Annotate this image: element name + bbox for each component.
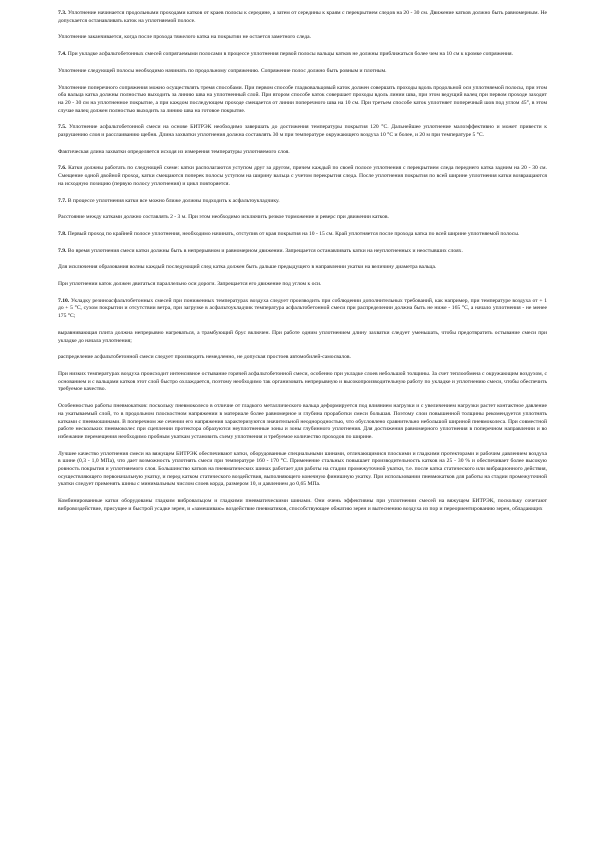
paragraph-text: Укладку резиноасфальтобетонных смесей при пониженных температурах воздуха следует производить при соблюдении дополнительных требований, как например, при температуре воздуха от + 1 до + 5 °С, сухом покрытии и отсутствии ветра, при загрузке в асфальтоукладчик температура асфальтобетонной смеси при распределении должна быть не ниже - 165 °С, а начало уплотнения - не менее 175 °С; [58, 297, 547, 320]
paragraph-text: выравнивающая плита должна непрерывно нагреваться, а трамбующий брус включен. При работе одним уплотнением длину захватки следует уменьшать, чтобы предотвратить остывание смеси при укладке до начала уплотнения; [58, 329, 547, 344]
paragraph-text: Расстояние между катками должно составлять 2 - 3 м. При этом необходимо исключить резкое торможение и реверс при движении катков. [58, 214, 389, 221]
paragraph [58, 149, 547, 157]
paragraph-text: Уплотнение начинается продольными проходами катков от краев полосы к середине, а затем от середины к краям с перекрытием следов на 20 - 30 см. Движение катков должно быть равномерным. Не допускается останавливать каток на уплотняемой полосе. [58, 10, 547, 24]
paragraph [58, 10, 547, 25]
section-number: 7.6. [58, 165, 67, 172]
paragraph-text: Уплотнение заканчивается, когда после прохода тяжелого катка на покрытии не остается заметного следа. [58, 34, 312, 41]
paragraph-text: Для исключения образования волны каждый последующий след катка должен быть дальше предыдущего в направлении укатки на величину диаметра вальца. [58, 264, 437, 271]
paragraph [58, 85, 547, 116]
section-number: 7.4. [58, 51, 67, 58]
paragraph [58, 51, 547, 59]
paragraph [58, 198, 547, 206]
section-number: 7.5. [58, 124, 67, 131]
paragraph-text: Фактическая длина захватки определяется исходя из измерения температуры уплотняемого слоя. [58, 148, 290, 155]
paragraph-text: Лучшее качество уплотнения смеси на вяжущем БИТРЭК обеспечивают катки, оборудованные специальными шинами, отличающимися плоскими и гладкими протекторами и рабочим давлением воздуха в шине (0,3 - 1,0 МПа), что дает возможность уплотнять смеси при температуре 160 - 170 °С. Применение стальных повышает производительность катков на 25 - 30 % и обеспечивает более высокую ровность покрытия и уплотняемого слоя. Большинство катков на пневматических шинах работает для работы на стадии промежуточной укатки, т.е. после катка статического или вибрационного действия, осуществляющего первоначальную укатку, и перед катком статического воздействия, выполняющего конечную финишную укатку. При использовании пневмокатков для работы на стадии промежуточной укатки следует применять шины с минимальным числом слоев корда, размером 10, и давлением до 0,65 МПа. [58, 450, 547, 488]
paragraph [58, 330, 547, 345]
paragraph-text: распределение асфальтобетонной смеси следует производить немедленно, не допуская простоев автомобилей-самосвалов. [58, 354, 351, 361]
paragraph-text: Уплотнение следующей полосы необходимо начинать по продольному сопряжению. Сопряжение полос должно быть ровным и плотным. [58, 67, 387, 74]
paragraph [58, 124, 547, 139]
paragraph-text: Особенностью работы пневмокатков: поскольку пневмоколесо в отличие от гладкого металлического вальца деформируется под влиянием нагрузки и с увеличением нагрузки растет контактное давление на укатываемый слой, то в продольном плоскостном напряжении в материале более равномерное и глубина проработки смеси большая. Поэтому слои повышенной толщины рекомендуется уплотнять катками с пневмошинами. В поперечном же сечении его напряжения характеризуются значительной неоднородностью, что обусловлено сравнительно небольшой шириной пневмоколеса. При совместной работе нескольких пневмоколес при сцеплении протектора образуются неуплотненные зоны и зоны глубинного уплотнения. Для достижения равномерного уплотнения в поперечном направлении и во избежание перемещения необходимо пробным укаткам установить схему уплотнения и требуемое количество проходов по ширине. [58, 403, 547, 440]
paragraph-text: При низких температурах воздуха происходит интенсивное остывание горячей асфальтобетонной смеси, особенно при укладке слоев небольшой толщины. За счет теплообмена с окружающим воздухом, с основанием и с вальцами катков этот слой быстро охлаждается, поэтому необходимо так организовать непрерывную и высокопроизводительную работу по укладке и уплотнению смеси, чтобы обеспечить требуемое качество. [58, 370, 547, 393]
paragraph-text: При укладке асфальтобетонных смесей сопрягаемыми полосами в процессе уплотнения первой полосы вальцы катков не должны приближаться более чем на 10 см к кромке сопряжения. [67, 51, 513, 58]
paragraph [58, 34, 547, 42]
paragraph [58, 248, 547, 256]
paragraph [58, 354, 547, 362]
section-number: 7.8. [58, 230, 67, 237]
section-number: 7.10. [58, 297, 70, 304]
paragraph [58, 165, 547, 188]
paragraph-text: В процессе уплотнения катки все можно ближе должны подходить к асфальтоукладчику. [67, 197, 280, 204]
paragraph [58, 498, 547, 513]
paragraph [58, 231, 547, 239]
paragraph-text: Во время уплотнения смеси катки должны быть в непрерывном и равномерном движении. Запрещается останавливать катки на неуплотненных и неостывших слоях. [67, 247, 463, 254]
paragraph-text: Катки должны работать по следующей схеме: катки располагаются уступом друг за другом, причем каждый по своей полосе уплотнения с перекрытием следа переднего катка задним на 20 - 30 см. Смещение одной двойной проход, катки смещаются поперек полосы уступом на ширину вальца с учетом перекрытия следа. После уплотнения покрытия по всей ширине уплотнения катки возвращаются на исходную позицию (первую полосу уплотнения) и цикл повторяется. [58, 165, 547, 187]
paragraph [58, 281, 547, 289]
section-number: 7.9. [58, 247, 67, 254]
paragraph-text: При уплотнении каток должен двигаться параллельно оси дороги. Запрещается его движение под углом к оси. [58, 281, 322, 288]
section-number: 7.7. [58, 197, 67, 204]
paragraph-text: Уплотнение поперечного сопряжения можно осуществлять тремя способами. При первом способе гладковальцовый каток должен совершать проходы вдоль продольной оси уплотняемой полосы, при этом оба вальца катка должны полностью выходить за линию шва на уплотненный слой. При втором способе каток совершает проходы вдоль линии шва, при этом ведущий валец при первом проходе заходит на 20 - 30 см на уплотненное покрытие, а при каждом последующем проходе смещается от линии поперечного шва на 10 см. При третьем способе каток уплотняет поперечный шов под углом 45°, в этом случае валец должен полностью выходить за линию шва на готовое покрытие. [58, 84, 547, 114]
paragraph [58, 214, 547, 222]
paragraph [58, 298, 547, 321]
paragraph [58, 403, 547, 442]
paragraph [58, 264, 547, 272]
paragraph [58, 68, 547, 76]
paragraph-text: Уплотнение асфальтобетонной смеси на основе БИТРЭК необходимо завершать до достижения температуры покрытия 120 °С. Дальнейшее уплотнение малоэффективно и может привести к разрушению слоя и расслаиванию щебня. Длина захватки уплотнения должна составлять 30 м при температуре окружающего воздуха 10 °С и более, и 20 м при температуре 5 °С. [58, 124, 548, 139]
paragraph-text: Первый проход по крайней полосе уплотнения, необходимо начинать, отступив от края покрытия на 10 - 15 см. Край уплотняется после прохода катка по всей ширине уплотняемой полосы. [67, 230, 520, 237]
paragraph [58, 371, 547, 394]
paragraph [58, 451, 547, 490]
section-number: 7.3. [58, 10, 67, 16]
paragraph-text: Комбинированные катки оборудованы гладким вибровальцом и гладкими пневматическими шинами. Они очень эффективны при уплотнении смесей на вяжущем БИТРЭК, поскольку сочетают вибровоздействие, присущее и быстрой усадке зерен, и «замешиваю» воздействие пневматиков, способствующее обжатию зерен и вытеснению воздуха из пор и переориентированию зерен, обладающих [58, 498, 547, 512]
